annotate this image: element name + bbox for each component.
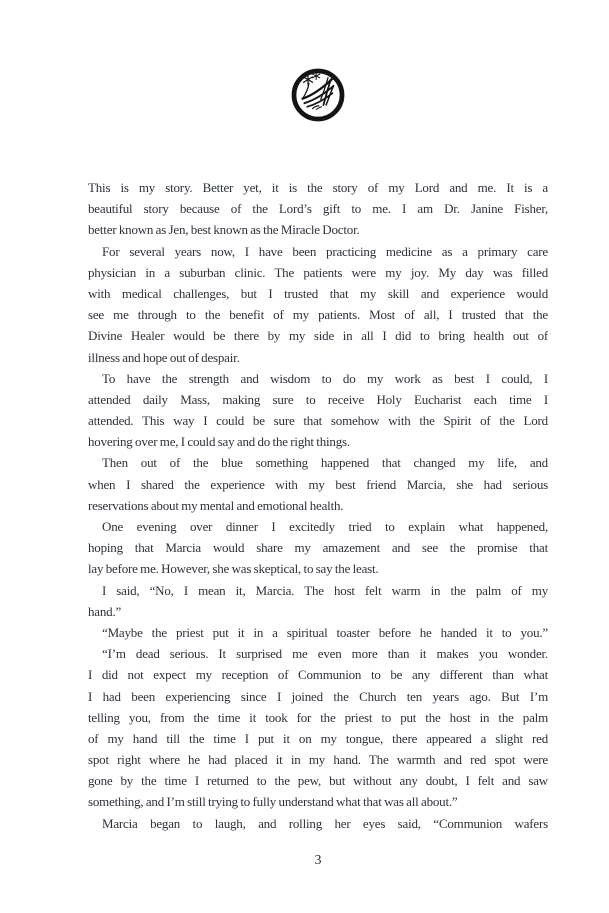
text-line: beautiful story because of the Lord’s gift to me. I am Dr. Janine Fisher,: [88, 201, 548, 217]
text-line: “I’m dead serious. It surprised me even more than it makes you wonder.: [102, 646, 548, 662]
text-line: I said, “No, I mean it, Marcia. The host felt warm in the palm of my: [102, 582, 548, 598]
text-line: spot right where he had placed it in my hand. The warmth and red spot were: [88, 752, 548, 768]
text-line: Divine Healer would be there by my side in all I did to bring health out of: [88, 328, 548, 344]
text-line: Marcia began to laugh, and rolling her eyes said, “Communion wafers: [102, 815, 548, 831]
text-line: hovering over me, I could say and do the right things.: [88, 434, 350, 450]
text-line: hoping that Marcia would share my amazement and see the promise that: [88, 540, 548, 556]
text-line: I did not expect my reception of Communion to be any different than what: [88, 667, 548, 683]
paragraph: [88, 177, 548, 241]
text-line: For several years now, I have been practicing medicine as a primary care: [102, 243, 548, 259]
paragraph: [88, 622, 548, 643]
page-number: 3: [314, 853, 322, 868]
body-text: [88, 177, 548, 834]
text-line: something, and I’m still trying to fully understand what that was all about.”: [88, 794, 458, 810]
text-line: Then out of the blue something happened that changed my life, and: [102, 455, 548, 471]
paragraph: [88, 580, 548, 622]
text-line: reservations about my mental and emotional health.: [88, 497, 344, 513]
paragraph: [88, 643, 548, 813]
paragraph: [88, 241, 548, 368]
text-line: “Maybe the priest put it in a spiritual toaster before he handed it to you.”: [102, 624, 548, 640]
text-line: telling you, from the time it took for the priest to put the host in the palm: [88, 709, 548, 725]
text-line: better known as Jen, best known as the Miracle Doctor.: [88, 222, 360, 238]
text-line: To have the strength and wisdom to do my work as best I could, I: [102, 370, 548, 386]
text-line: illness and hope out of despair.: [88, 349, 240, 365]
text-line: lay before me. However, she was skeptical, to say the least.: [88, 561, 379, 577]
text-line: with medical challenges, but I trusted that my skill and experience would: [88, 285, 548, 301]
text-line: when I shared the experience with my best friend Marcia, she had serious: [88, 476, 548, 492]
text-line: I had been experiencing since I joined the Church ten years ago. But I’m: [88, 688, 548, 704]
text-line: attended daily Mass, making sure to receive Holy Eucharist each time I: [88, 391, 548, 407]
text-line: gone by the time I returned to the pew, but without any doubt, I felt and saw: [88, 773, 548, 789]
text-line: physician in a suburban clinic. The patients were my joy. My day was filled: [88, 264, 548, 280]
text-line: This is my story. Better yet, it is the story of my Lord and me. It is a: [88, 180, 548, 195]
chapter-ornament: [289, 66, 347, 124]
paragraph: [88, 516, 548, 580]
paragraph: [88, 368, 548, 453]
text-line: hand.”: [88, 603, 122, 619]
paragraph: [88, 813, 548, 834]
floral-medallion-icon: [289, 66, 347, 124]
text-line: attended. This way I could be sure that somehow with the Spirit of the Lord: [88, 413, 548, 429]
text-line: One evening over dinner I excitedly tried to explain what happened,: [102, 519, 548, 534]
paragraph: [88, 452, 548, 516]
text-line: see me through to the benefit of my patients. Most of all, I trusted that the: [88, 307, 548, 323]
text-line: of my hand till the time I put it on my tongue, there appeared a slight red: [88, 730, 548, 746]
